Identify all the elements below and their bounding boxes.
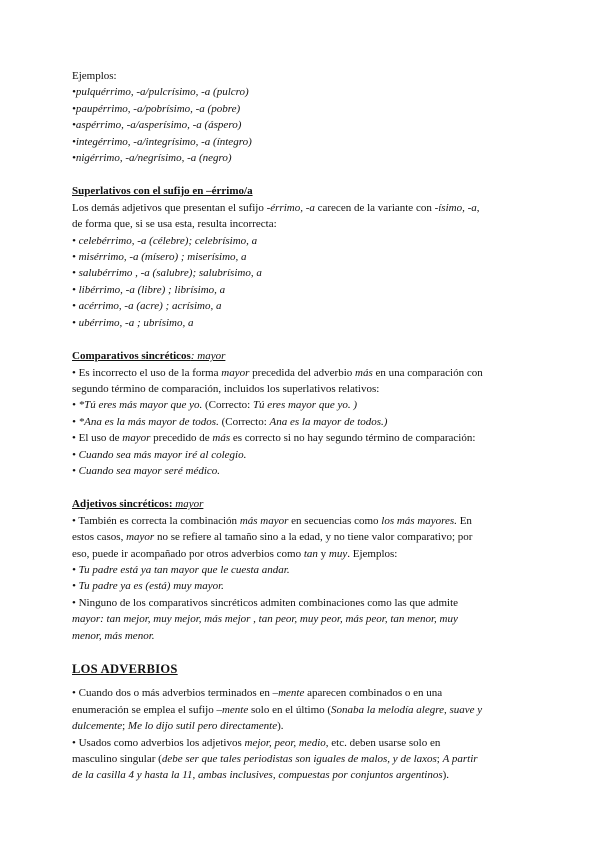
- text-run: es correcto si no hay segundo término de comparación:: [230, 432, 476, 445]
- text-run: –mente: [216, 703, 249, 716]
- superlatives-intro-line-2: de forma que, si se usa esta, resulta incorrecta:: [72, 218, 277, 231]
- text-run: (Correcto:: [218, 415, 270, 428]
- text-run: A partir: [442, 753, 478, 766]
- comparatives-example: • Cuando sea más mayor iré al colegio.: [72, 448, 247, 461]
- text-run: • También es correcta la combinación: [72, 514, 240, 527]
- text-run: -érrimo, -a: [266, 201, 315, 214]
- adjectives-paragraph-line: menor, más menor.: [72, 629, 155, 642]
- adjectives-heading: [72, 496, 528, 512]
- text-run: ).: [442, 769, 450, 782]
- text-run: • Es incorrecto el uso de la forma: [72, 366, 222, 379]
- text-run: , etc. deben usarse solo en: [325, 736, 441, 749]
- text-run: ;: [436, 753, 443, 766]
- text-run: • Usados como adverbios los adjetivos: [72, 736, 245, 749]
- text-run: ;: [122, 720, 128, 733]
- heading-text: mayor: [172, 498, 204, 511]
- text-run: -ísimo, -a: [434, 201, 477, 214]
- text-run: • *Tú eres más mayor que yo.: [72, 399, 203, 412]
- example-item: •nigérrimo, -a/negrísimo, -a (negro): [72, 152, 232, 165]
- text-run: y: [317, 547, 329, 560]
- text-run: estos casos,: [72, 531, 127, 544]
- text-run: . Ejemplos:: [347, 547, 398, 560]
- superlatives-heading: Superlativos con el sufijo en –érrimo/a: [72, 185, 253, 198]
- example-item: •pulquérrimo, -a/pulcrísimo, -a (pulcro): [72, 86, 249, 99]
- adverbs-paragraph-line: [72, 751, 528, 767]
- text-run: más mayor: [239, 514, 289, 527]
- adverbs-paragraph-line: [72, 718, 528, 734]
- text-run: precedido de: [150, 432, 213, 445]
- text-run: mejor, peor, medio: [244, 736, 326, 749]
- adjectives-example: • Tu padre ya es (está) muy mayor.: [72, 580, 224, 593]
- text-run: Sonaba la melodía alegre, suave y: [331, 703, 483, 716]
- text-run: mayor: [122, 432, 151, 445]
- comparatives-heading: [72, 348, 528, 364]
- text-run: • El uso de: [72, 432, 123, 445]
- text-run: de la casilla 4 y hasta la 11, ambas inclusives, compuestas por conjuntos argentinos: [72, 769, 443, 782]
- text-run: masculino singular (: [72, 753, 162, 766]
- adjectives-paragraph-line: mayor: tan mejor, muy mejor, más mejor , tan peor, muy peor, más peor, tan menor, muy: [72, 613, 458, 626]
- text-run: los más mayores.: [381, 514, 457, 527]
- superlative-item: • acérrimo, -a (acre) ; acrísimo, a: [72, 300, 222, 313]
- text-run: mayor: [126, 531, 155, 544]
- text-run: Los demás adjetivos que presentan el sufijo: [72, 201, 267, 214]
- text-run: ).: [277, 720, 284, 733]
- comparatives-example: • Cuando sea mayor seré médico.: [72, 464, 221, 477]
- heading-text: Adjetivos sincréticos:: [72, 498, 173, 511]
- comparatives-paragraph-line: segundo término de comparación, incluidos los superlativos relativos:: [72, 382, 380, 395]
- adjectives-paragraph-line: [72, 513, 528, 529]
- text-run: Ana es la mayor de todos.): [269, 415, 388, 428]
- text-run: En: [456, 514, 472, 527]
- comparatives-paragraph-line: [72, 365, 528, 381]
- text-run: aparecen combinados o en una: [304, 687, 443, 700]
- example-item: •integérrimo, -a/integrísimo, -a (íntegro): [72, 135, 252, 148]
- adverbs-paragraph-line: [72, 767, 528, 783]
- text-run: carecen de la variante con: [314, 201, 435, 214]
- heading-text: : mayor: [190, 350, 226, 363]
- text-run: tan: [303, 547, 318, 560]
- example-item: •aspérrimo, -a/asperísimo, -a (áspero): [72, 119, 242, 132]
- text-run: no se refiere al tamaño sino a la edad, y no tiene valor comparativo; por: [154, 531, 473, 544]
- adverbs-paragraph-line: [72, 702, 528, 718]
- example-item: •paupérrimo, -a/pobrísimo, -a (pobre): [72, 102, 241, 115]
- comparatives-paragraph-line: [72, 430, 528, 446]
- text-run: mayor: [221, 366, 250, 379]
- text-run: debe ser que tales periodistas son iguales de malos, y de laxos: [161, 753, 437, 766]
- text-run: en una comparación con: [372, 366, 483, 379]
- text-run: –mente: [272, 687, 305, 700]
- text-run: Me lo dijo sutil pero directamente: [127, 720, 278, 733]
- text-run: en secuencias como: [288, 514, 382, 527]
- text-run: más: [355, 366, 373, 379]
- superlative-item: • misérrimo, -a (mísero) ; miserísimo, a: [72, 251, 247, 264]
- text-run: enumeración se emplea el sufijo: [72, 703, 217, 716]
- adjectives-paragraph-line: • Ninguno de los comparativos sincréticos admiten combinaciones como las que admite: [72, 596, 459, 609]
- text-run: • *Ana es la más mayor de todos.: [72, 415, 219, 428]
- superlative-item: • celebérrimo, -a (célebre); celebrísimo, a: [72, 234, 258, 247]
- text-run: dulcemente: [72, 720, 123, 733]
- text-run: • Cuando dos o más adverbios terminados en: [72, 687, 273, 700]
- superlatives-intro-line-1: [72, 200, 528, 216]
- document-page: [72, 68, 528, 784]
- text-run: más: [212, 432, 231, 445]
- examples-label: Ejemplos:: [72, 70, 117, 82]
- text-run: (Correcto:: [202, 399, 253, 412]
- text-run: solo en el último (: [248, 703, 332, 716]
- superlative-item: • salubérrimo , -a (salubre); salubrísimo, a: [72, 267, 262, 280]
- adjectives-paragraph-line: [72, 546, 528, 562]
- adjectives-example: • Tu padre está ya tan mayor que le cuesta andar.: [72, 563, 290, 576]
- text-run: Tú eres mayor que yo. ): [252, 399, 358, 412]
- adverbs-heading: LOS ADVERBIOS: [72, 662, 178, 676]
- comparatives-example: [72, 397, 528, 413]
- text-run: ,: [476, 201, 480, 214]
- text-run: muy: [328, 547, 348, 560]
- text-run: precedida del adverbio: [249, 366, 356, 379]
- superlative-item: • ubérrimo, -a ; ubrísimo, a: [72, 316, 194, 329]
- adverbs-paragraph-line: [72, 735, 528, 751]
- adjectives-paragraph-line: [72, 529, 528, 545]
- comparatives-example: [72, 414, 528, 430]
- text-run: eso, puede ir acompañado por otros adverbios como: [72, 547, 304, 560]
- heading-text: Comparativos sincréticos: [72, 350, 191, 363]
- adverbs-paragraph-line: [72, 685, 528, 701]
- superlative-item: • libérrimo, -a (libre) ; librísimo, a: [72, 283, 226, 296]
